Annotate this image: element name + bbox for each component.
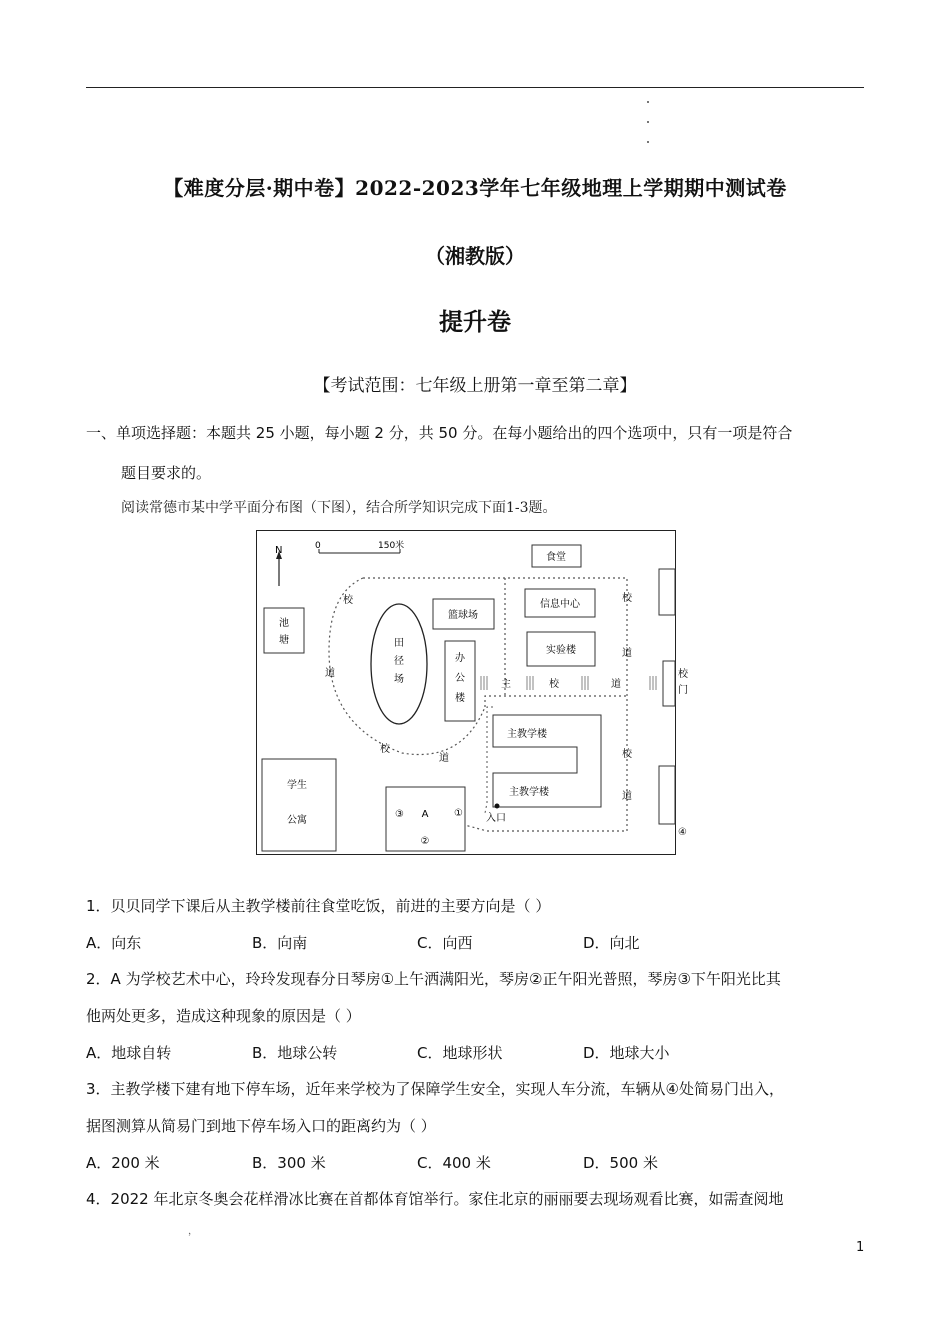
road-label: 校 — [622, 749, 632, 760]
question-2-cont: 他两处更多，造成这种现象的原因是（ ） — [86, 1007, 361, 1025]
decor-dot — [647, 141, 649, 143]
school-map — [256, 530, 688, 855]
section-instruction: 一、单项选择题：本题共 25 小题，每小题 2 分，共 50 分。在每小题给出的四个选项中，只有一项是符合 — [86, 424, 793, 442]
office-label-2: 公 — [455, 673, 465, 684]
marker-4: ④ — [678, 827, 687, 838]
q3-option-b: B．300 米 — [252, 1154, 326, 1172]
exam-level: 提升卷 — [439, 308, 511, 336]
exam-title: 【难度分层·期中卷】2022-2023学年七年级地理上学期期中测试卷 — [163, 176, 787, 200]
footer-mark: ， — [188, 1226, 198, 1237]
road-label: 校 — [380, 744, 390, 755]
dorm-label-2: 公寓 — [287, 815, 307, 826]
marker-3: ③ — [395, 809, 404, 820]
decor-dot — [647, 101, 649, 103]
road-label: 道 — [622, 791, 632, 802]
section-instruction-cont: 题目要求的。 — [121, 464, 212, 482]
road-label: 校 — [343, 595, 353, 606]
q1-option-a: A．向东 — [86, 934, 142, 952]
page-number: 1 — [856, 1240, 865, 1255]
pond-label-2: 塘 — [279, 635, 289, 646]
road-label: 道 — [439, 753, 449, 764]
gate — [663, 661, 675, 706]
school-map-svg — [257, 531, 688, 854]
q1-option-c: C．向西 — [417, 934, 473, 952]
question-2: 2．A 为学校艺术中心，玲玲发现春分日琴房①上午洒满阳光，琴房②正午阳光普照，琴房③下午阳光比其 — [86, 970, 781, 988]
dorm-label-1: 学生 — [287, 780, 307, 791]
road-label: 道 — [325, 668, 335, 679]
office-label-3: 楼 — [455, 693, 465, 704]
student-dorm — [262, 759, 336, 851]
road-label: 道 — [622, 648, 632, 659]
question-3-cont: 据图测算从简易门到地下停车场入口的距离约为（ ） — [86, 1117, 436, 1135]
q3-option-a: A．200 米 — [86, 1154, 160, 1172]
north-label: N — [275, 545, 283, 556]
info-center-label: 信息中心 — [540, 599, 580, 610]
q1-option-d: D．向北 — [583, 934, 640, 952]
track-label-2: 径 — [394, 656, 404, 667]
q2-option-b: B．地球公转 — [252, 1044, 338, 1062]
gate-label-1: 校 — [678, 669, 688, 680]
exam-edition: （湘教版） — [425, 244, 525, 268]
pond-label-1: 池 — [279, 618, 289, 629]
gate-label-2: 门 — [678, 685, 688, 696]
exam-scope: 【考试范围：七年级上册第一章至第二章】 — [313, 376, 637, 396]
pond — [264, 608, 304, 653]
question-4: 4．2022 年北京冬奥会花样滑冰比赛在首都体育馆举行。家住北京的丽丽要去现场观看比赛，如需查阅地 — [86, 1190, 784, 1208]
q3-option-d: D．500 米 — [583, 1154, 658, 1172]
teaching-label-b: 主教学楼 — [509, 787, 549, 798]
scale-end: 150米 — [378, 541, 405, 551]
entrance-label: 入口 — [486, 813, 506, 824]
art-center-label: A — [421, 809, 429, 820]
campus-road-inner — [485, 696, 627, 707]
lab-label: 实验楼 — [546, 645, 576, 656]
q3-option-c: C．400 米 — [417, 1154, 491, 1172]
marker-2: ② — [420, 836, 430, 847]
track-label-3: 场 — [394, 674, 404, 685]
entrance-point — [495, 804, 500, 809]
reading-intro: 阅读常德市某中学平面分布图（下图），结合所学知识完成下面1-3题。 — [121, 500, 557, 516]
gate-wall-bottom — [659, 766, 675, 824]
gate-wall-top — [659, 569, 675, 615]
canteen-label: 食堂 — [546, 552, 566, 563]
teaching-label-a: 主教学楼 — [507, 729, 547, 740]
decor-dot — [647, 121, 649, 123]
track-label-1: 田 — [394, 638, 404, 649]
office-label-1: 办 — [455, 653, 465, 664]
campus-road-entrance — [485, 707, 493, 813]
q2-option-a: A．地球自转 — [86, 1044, 172, 1062]
basketball-label: 篮球场 — [448, 610, 478, 621]
q2-option-c: C．地球形状 — [417, 1044, 503, 1062]
road-label: 校 — [622, 593, 632, 604]
q2-option-d: D．地球大小 — [583, 1044, 670, 1062]
question-3: 3．主教学楼下建有地下停车场，近年来学校为了保障学生安全，实现人车分流，车辆从④处简易门出入， — [86, 1080, 784, 1098]
question-1: 1．贝贝同学下课后从主教学楼前往食堂吃饭，前进的主要方向是（ ） — [86, 897, 551, 915]
main-road-label-3: 道 — [611, 679, 621, 690]
main-road-label-1: 主 — [501, 679, 511, 690]
header-rule — [86, 87, 864, 88]
marker-1: ① — [454, 808, 463, 819]
scale-zero: 0 — [315, 541, 321, 551]
main-road-label-2: 校 — [549, 679, 559, 690]
q1-option-b: B．向南 — [252, 934, 308, 952]
